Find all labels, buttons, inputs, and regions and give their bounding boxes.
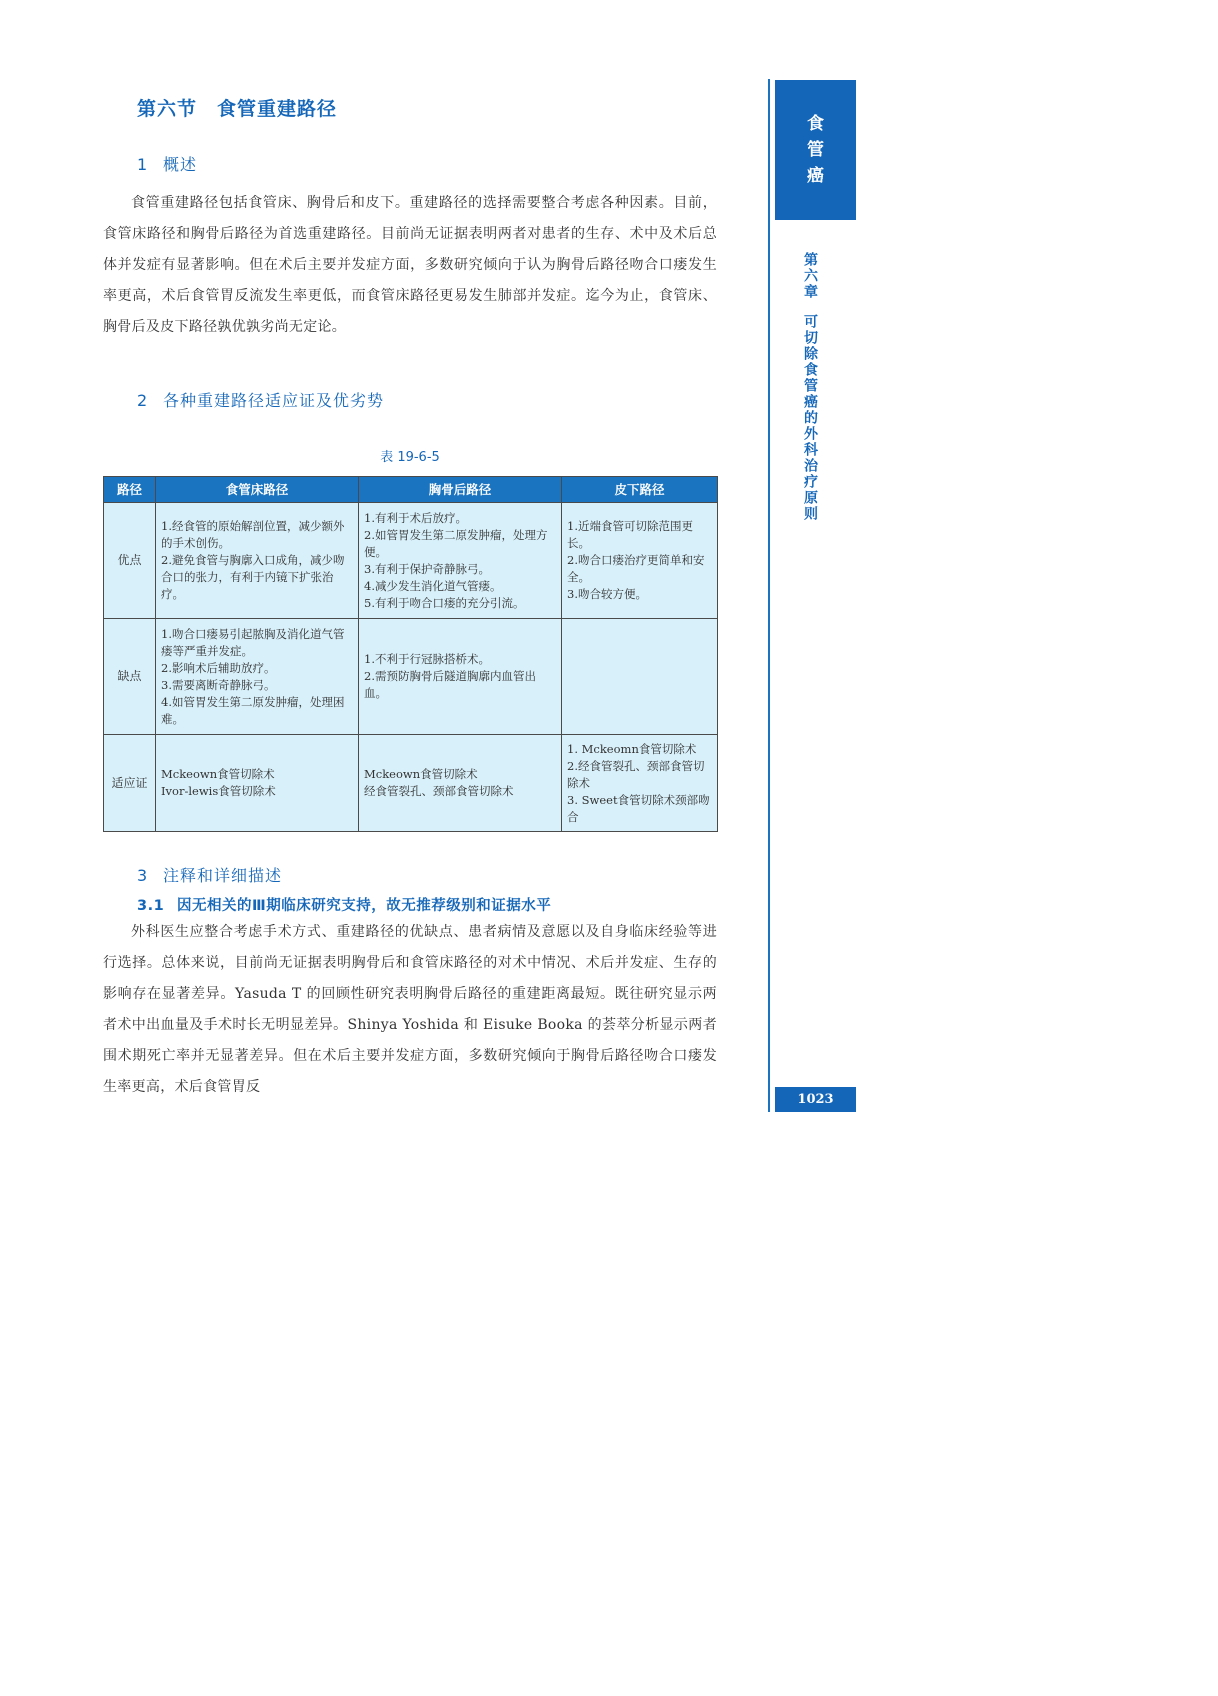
- cell-line: Mckeown食管切除术: [161, 767, 275, 781]
- header-subcutaneous-route: 皮下路径: [562, 477, 718, 503]
- chapter-title-vertical: [799, 252, 821, 522]
- paragraph-overview: 食管重建路径包括食管床、胸骨后和皮下。重建路径的选择需要整合考虑各种因素。目前，食管床路径和胸骨后路径为首选重建路径。目前尚无证据表明两者对患者的生存、术中及术后总体并发症有显著影响。但在术后主要并发症方面，多数研究倾向于认为胸骨后路径吻合口瘘发生率更高，术后食管胃反流发生率更低，而食管床路径更易发生肺部并发症。迄今为止，食管床、胸骨后及皮下路径孰优孰劣尚无定论。: [103, 195, 717, 335]
- header-bed-route: 食管床路径: [156, 477, 359, 503]
- cell-line: 1.吻合口瘘易引起脓胸及消化道气管瘘等严重并发症。: [161, 626, 345, 658]
- header-route: 路径: [104, 477, 156, 503]
- cell-line: 5.有利于吻合口瘘的充分引流。: [364, 595, 525, 610]
- cell-line: 2.需预防胸骨后隧道胸廓内血管出血。: [364, 669, 536, 700]
- section-title: 第六节 食管重建路径: [137, 98, 338, 120]
- cell-line: 3.有利于保护奇静脉弓。: [364, 561, 490, 576]
- table-cell: [156, 619, 359, 735]
- table-cell: [359, 735, 562, 832]
- cell-line: 3. Sweet食管切除术颈部吻合: [567, 792, 710, 824]
- sidebar-tab-char: 管: [807, 140, 824, 160]
- cell-line: 1.经食管的原始解剖位置，减少额外的手术创伤。: [161, 519, 345, 550]
- cell-line: 2.影响术后辅助放疗。: [161, 660, 276, 675]
- cell-line: Ivor-lewis食管切除术: [161, 784, 276, 798]
- cell-line: Mckeown食管切除术: [364, 767, 478, 781]
- table-caption: 表 19-6-5: [380, 450, 440, 465]
- table-cell: [359, 503, 562, 619]
- heading-overview: [137, 152, 197, 175]
- cell-line: 2.吻合口瘘治疗更简单和安全。: [567, 553, 705, 584]
- subheading-number: 3.1: [137, 898, 165, 914]
- heading-text: 概述: [163, 155, 198, 174]
- table-cell: [156, 503, 359, 619]
- chapter-number: 第六章: [802, 252, 818, 300]
- cell-line: 3.需要离断奇静脉弓。: [161, 677, 276, 692]
- table-row-advantages: [104, 503, 718, 619]
- cell-line: 2.避免食管与胸廓入口成角，减少吻合口的张力，有利于内镜下扩张治疗。: [161, 553, 345, 601]
- heading-text: 注释和详细描述: [163, 866, 283, 885]
- cell-line: 3.吻合较方便。: [567, 587, 647, 601]
- cell-line: 4.减少发生消化道气管瘘。: [364, 578, 502, 593]
- chapter-title: 可切除食管癌的外科治疗原则: [802, 314, 818, 522]
- routes-table: [103, 476, 718, 832]
- cell-line: 2.如管胃发生第二原发肿瘤，处理方便。: [364, 527, 548, 559]
- cell-line: 1.不利于行冠脉搭桥术。: [364, 652, 490, 666]
- subheading-evidence: [137, 894, 551, 915]
- sidebar-rule: [768, 79, 770, 1112]
- row-label: 适应证: [104, 735, 156, 832]
- subheading-text: 因无相关的Ⅲ期临床研究支持，故无推荐级别和证据水平: [177, 898, 552, 914]
- sidebar-tab-char: 食: [807, 114, 824, 134]
- heading-indications: [137, 388, 384, 411]
- heading-number: 3: [137, 866, 149, 885]
- table-row-indications: [104, 735, 718, 832]
- table-header-row: [104, 477, 718, 503]
- page-number: 1023: [775, 1087, 856, 1112]
- cell-line: 1.近端食管可切除范围更长。: [567, 519, 693, 550]
- sidebar-tab: [775, 80, 856, 220]
- table-cell: [156, 735, 359, 832]
- cell-line: 1.有利于术后放疗。: [364, 510, 467, 525]
- table-cell: [562, 503, 718, 619]
- cell-line: 2.经食管裂孔、颈部食管切除术: [567, 758, 705, 790]
- table-cell: [359, 619, 562, 735]
- heading-text: 各种重建路径适应证及优劣势: [163, 391, 385, 410]
- header-retrosternal-route: 胸骨后路径: [359, 477, 562, 503]
- row-label: 缺点: [104, 619, 156, 735]
- table-row-disadvantages: [104, 619, 718, 735]
- cell-line: 4.如管胃发生第二原发肿瘤，处理困难。: [161, 694, 345, 726]
- table-cell: [562, 735, 718, 832]
- heading-notes: [137, 863, 282, 886]
- sidebar-tab-char: 癌: [807, 166, 824, 186]
- row-label: 优点: [104, 503, 156, 619]
- heading-number: 2: [137, 391, 149, 410]
- cell-line: 经食管裂孔、颈部食管切除术: [364, 784, 514, 798]
- table-cell: [562, 619, 718, 735]
- heading-number: 1: [137, 155, 149, 174]
- cell-line: 1. Mckeomn食管切除术: [567, 741, 697, 756]
- paragraph-detail: 外科医生应整合考虑手术方式、重建路径的优缺点、患者病情及意愿以及自身临床经验等进行选择。总体来说，目前尚无证据表明胸骨后和食管床路径的对术中情况、术后并发症、生存的影响存在显著差异。Yasuda T 的回顾性研究表明胸骨后路径的重建距离最短。既往研究显示两者术中出血量及手术时长无明显差异。Shinya Yoshida 和 Eisuke Booka 的荟萃分析显示两者围术期死亡率并无显著差异。但在术后主要并发症方面，多数研究倾向于胸骨后路径吻合口瘘发生率更高，术后食管胃反: [103, 924, 717, 1095]
